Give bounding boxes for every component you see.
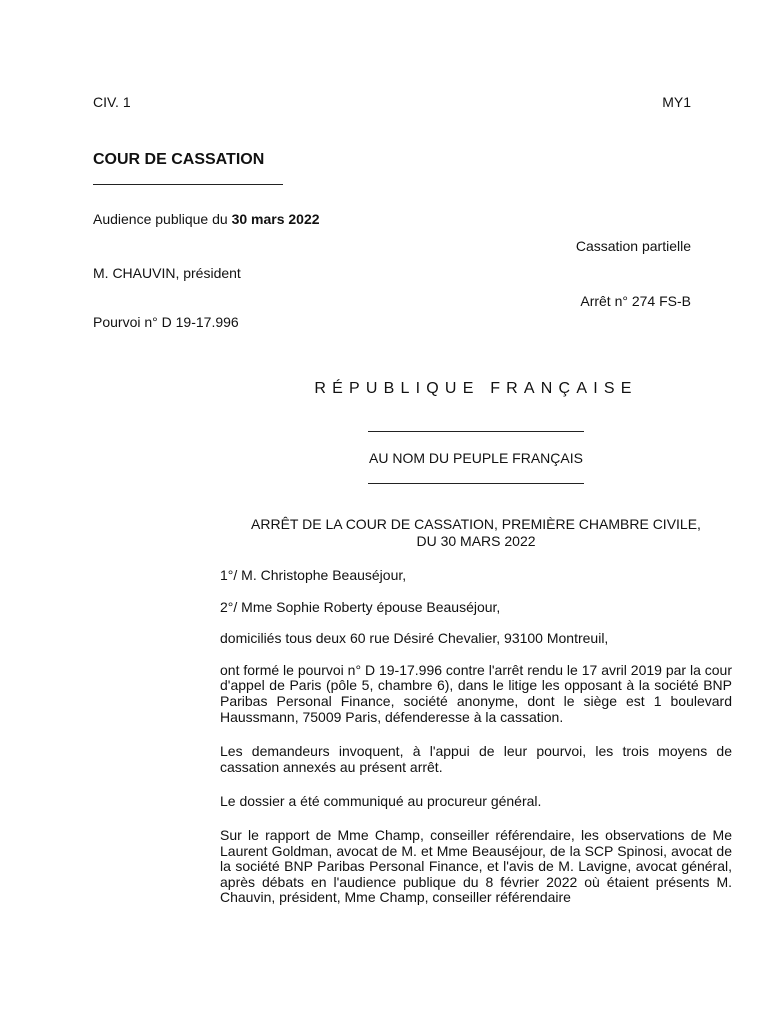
president: M. CHAUVIN, président xyxy=(93,265,241,281)
republic-rule-bottom xyxy=(368,483,584,484)
paragraph-pourvoi: ont formé le pourvoi n° D 19-17.996 contre l'arrêt rendu le 17 avril 2019 par la cour d'appel de Paris (pôle 5, chambre 6), dans le litige les opposant à la société BNP Paribas Personal Finance, société anonyme, dont le siège est 1 boulevard Haussmann, 75009 Paris, défenderesse à la cassation. xyxy=(220,661,732,725)
arret-title-line1: ARRÊT DE LA COUR DE CASSATION, PREMIÈRE CHAMBRE CIVILE, xyxy=(251,516,701,532)
republic-rule-top xyxy=(368,431,584,432)
parties-address: domiciliés tous deux 60 rue Désiré Chevalier, 93100 Montreuil, xyxy=(220,630,609,647)
arret-number: Arrêt n° 274 FS-B xyxy=(580,293,691,309)
party-2: 2°/ Mme Sophie Roberty épouse Beauséjour, xyxy=(220,598,501,615)
hearing-date: 30 mars 2022 xyxy=(231,211,320,227)
reference-code: MY1 xyxy=(662,94,691,110)
court-name-underline xyxy=(93,184,283,185)
arret-title-line2: DU 30 MARS 2022 xyxy=(416,533,536,549)
pourvoi-number: Pourvoi n° D 19-17.996 xyxy=(93,314,239,330)
republic-title: RÉPUBLIQUE FRANÇAISE xyxy=(314,380,638,397)
paragraph-moyens: Les demandeurs invoquent, à l'appui de leur pourvoi, les trois moyens de cassation annexés au présent arrêt. xyxy=(220,743,732,775)
arret-body xyxy=(220,568,732,922)
hearing-prefix: Audience publique du xyxy=(93,211,228,227)
decision-type: Cassation partielle xyxy=(575,238,691,254)
party-1: 1°/ M. Christophe Beauséjour, xyxy=(220,567,407,583)
paragraph-dossier: Le dossier a été communiqué au procureur général. xyxy=(220,793,542,810)
court-name: COUR DE CASSATION xyxy=(93,151,265,168)
people-heading: AU NOM DU PEUPLE FRANÇAIS xyxy=(369,450,583,466)
chamber-code: CIV. 1 xyxy=(93,94,131,110)
hearing-line xyxy=(93,211,320,228)
paragraph-rapport: Sur le rapport de Mme Champ, conseiller référendaire, les observations de Me Laurent Goldman, avocat de M. et Mme Beauséjour, de la SCP Spinosi, avocat de la société BNP Paribas Personal Finance, et l'avis de M. Lavigne, avocat général, après débats en l'audience publique du 8 février 2022 où étaient présents M. Chauvin, président, Mme Champ, conseiller référendaire xyxy=(220,826,732,906)
